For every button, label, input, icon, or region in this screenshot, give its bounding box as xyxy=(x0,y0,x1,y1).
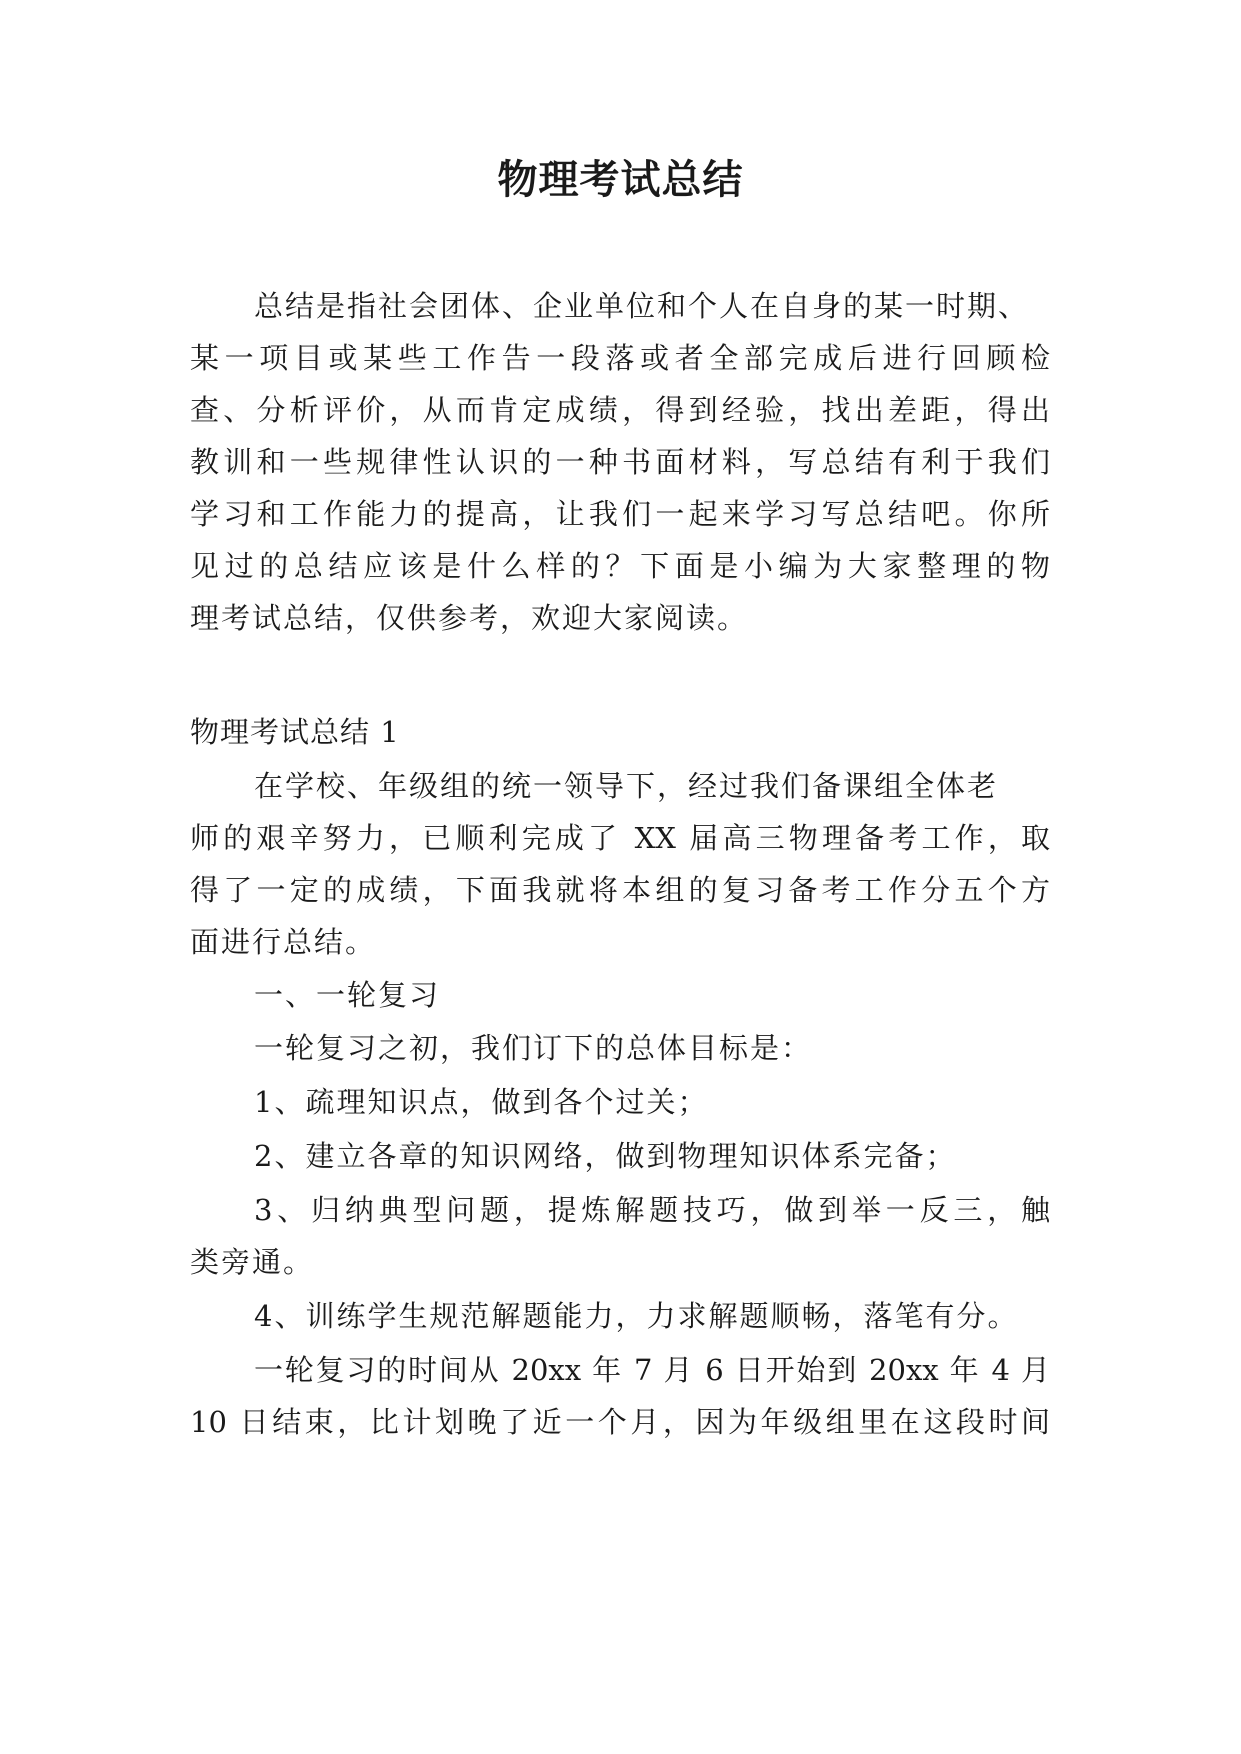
section-line: 一轮复习之初，我们订下的总体目标是： xyxy=(254,1031,813,1065)
intro-line: 查、分析评价，从而肯定成绩，得到经验，找出差距，得出 xyxy=(190,393,1050,427)
intro-line: 某一项目或某些工作告一段落或者全部完成后进行回顾检 xyxy=(190,341,1050,375)
intro-line: 学习和工作能力的提高，让我们一起来学习写总结吧。你所 xyxy=(190,497,1050,531)
section-line: 3、归纳典型问题，提炼解题技巧，做到举一反三，触 xyxy=(254,1193,1050,1227)
intro-line: 理考试总结，仅供参考，欢迎大家阅读。 xyxy=(190,601,749,635)
section-line: 4、训练学生规范解题能力，力求解题顺畅，落笔有分。 xyxy=(254,1299,1019,1333)
section-line: 1、疏理知识点，做到各个过关； xyxy=(254,1085,709,1119)
section-line: 得了一定的成绩，下面我就将本组的复习备考工作分五个方 xyxy=(190,873,1050,907)
section-line: 面进行总结。 xyxy=(190,925,377,959)
section-line: 在学校、年级组的统一领导下，经过我们备课组全体老 xyxy=(254,769,999,803)
section-line: 师的艰辛努力，已顺利完成了 XX 届高三物理备考工作，取 xyxy=(190,821,1050,855)
document-title: 物理考试总结 xyxy=(497,156,744,203)
section-line: 10 日结束，比计划晚了近一个月，因为年级组里在这段时间 xyxy=(190,1405,1050,1439)
section-heading: 物理考试总结 1 xyxy=(190,715,400,749)
section-line: 类旁通。 xyxy=(190,1245,315,1279)
section-line: 一轮复习的时间从 20xx 年 7 月 6 日开始到 20xx 年 4 月 xyxy=(254,1353,1050,1387)
intro-line: 总结是指社会团体、企业单位和个人在自身的某一时期、 xyxy=(254,289,1030,323)
section-line: 2、建立各章的知识网络，做到物理知识体系完备； xyxy=(254,1139,957,1173)
intro-line: 见过的总结应该是什么样的？下面是小编为大家整理的物 xyxy=(190,549,1050,583)
intro-line: 教训和一些规律性认识的一种书面材料，写总结有利于我们 xyxy=(190,445,1050,479)
section-line: 一、一轮复习 xyxy=(254,978,441,1012)
